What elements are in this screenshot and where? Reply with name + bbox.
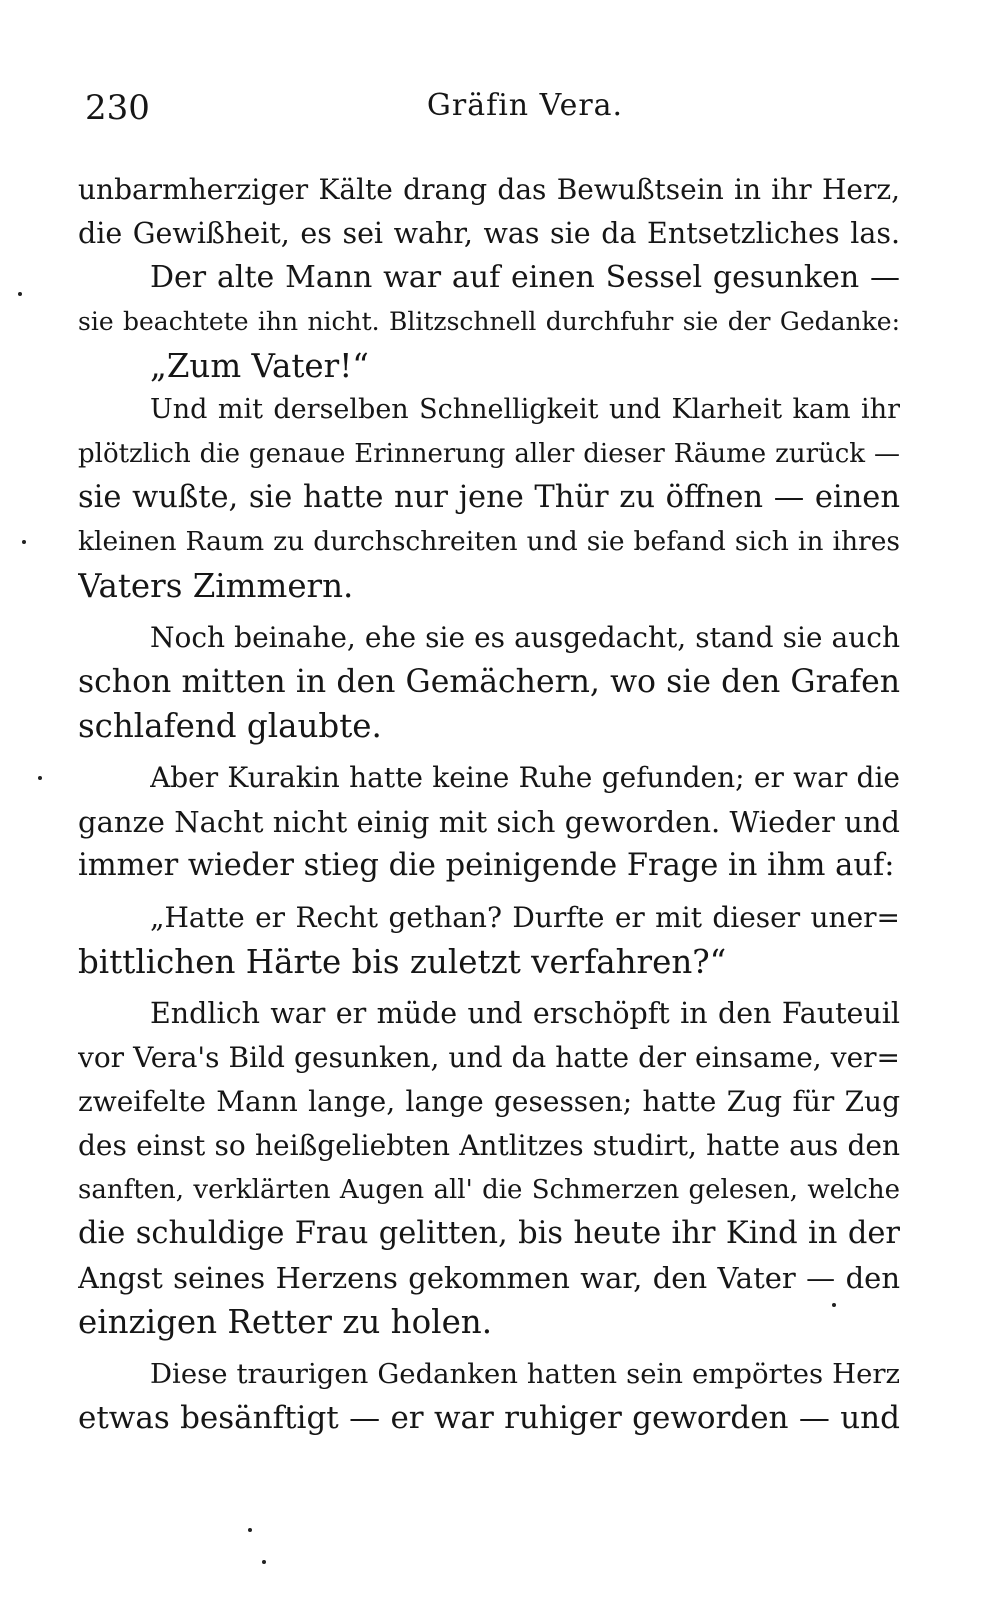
text-line: Endlich war er müde und erschöpft in den Fauteuil [150,997,900,1030]
text-line: plötzlich die genaue Erinnerung aller dieser Räume zurück — [78,439,900,469]
text-line: schlafend glaubte. [78,707,382,745]
text-line: sanften, verklärten Augen all' die Schmerzen gelesen, welche [78,1175,900,1205]
text-line: vor Vera's Bild gesunken, und da hatte der einsame, ver= [78,1041,900,1074]
print-speck [262,1560,266,1564]
text-line: „Zum Vater!“ [150,347,369,385]
page-header [85,88,915,138]
print-speck [248,1528,252,1532]
text-line: schon mitten in den Gemächern, wo sie den Grafen [78,664,900,700]
text-line: Vaters Zimmern. [78,567,354,605]
text-line: bittlichen Härte bis zuletzt verfahren?“ [78,943,727,981]
text-line: die schuldige Frau gelitten, bis heute ihr Kind in der [78,1216,900,1251]
text-line: Der alte Mann war auf einen Sessel gesunken — [150,260,900,295]
text-line: Noch beinahe, ehe sie es ausgedacht, stand sie auch [150,621,900,654]
text-line: Diese traurigen Gedanken hatten sein empörtes Herz [150,1358,900,1390]
text-line: Und mit derselben Schnelligkeit und Klarheit kam ihr [150,394,900,425]
text-line: die Gewißheit, es sei wahr, was sie da Entsetzliches las. [78,217,900,250]
running-title: Gräfin Vera. [426,88,624,123]
print-speck [38,776,42,780]
text-line: Aber Kurakin hatte keine Ruhe gefunden; er war die [150,761,900,794]
text-line: einzigen Retter zu holen. [78,1303,493,1341]
text-line: zweifelte Mann lange, lange gesessen; hatte Zug für Zug [78,1085,900,1118]
text-line: ganze Nacht nicht einig mit sich geworden. Wieder und [78,805,900,839]
text-line: sie wußte, sie hatte nur jene Thür zu öffnen — einen [78,480,900,515]
print-speck [18,292,22,296]
text-line: unbarmherziger Kälte drang das Bewußtsein in ihr Herz, [78,173,900,206]
text-line: Angst seines Herzens gekommen war, den Vater — den [78,1261,900,1295]
text-line: „Hatte er Recht gethan? Durfte er mit dieser uner= [150,901,900,934]
text-line: immer wieder stieg die peinigende Frage in ihm auf: [78,848,895,883]
text-line: etwas besänftigt — er war ruhiger geworden — und [78,1400,900,1436]
print-speck [22,540,26,544]
text-line: sie beachtete ihn nicht. Blitzschnell durchfuhr sie der Gedanke: [78,307,900,336]
text-line: des einst so heißgeliebten Antlitzes studirt, hatte aus den [78,1129,900,1162]
text-line: kleinen Raum zu durchschreiten und sie befand sich in ihres [78,526,900,557]
print-speck [832,1303,836,1307]
page-number: 230 [85,88,150,128]
